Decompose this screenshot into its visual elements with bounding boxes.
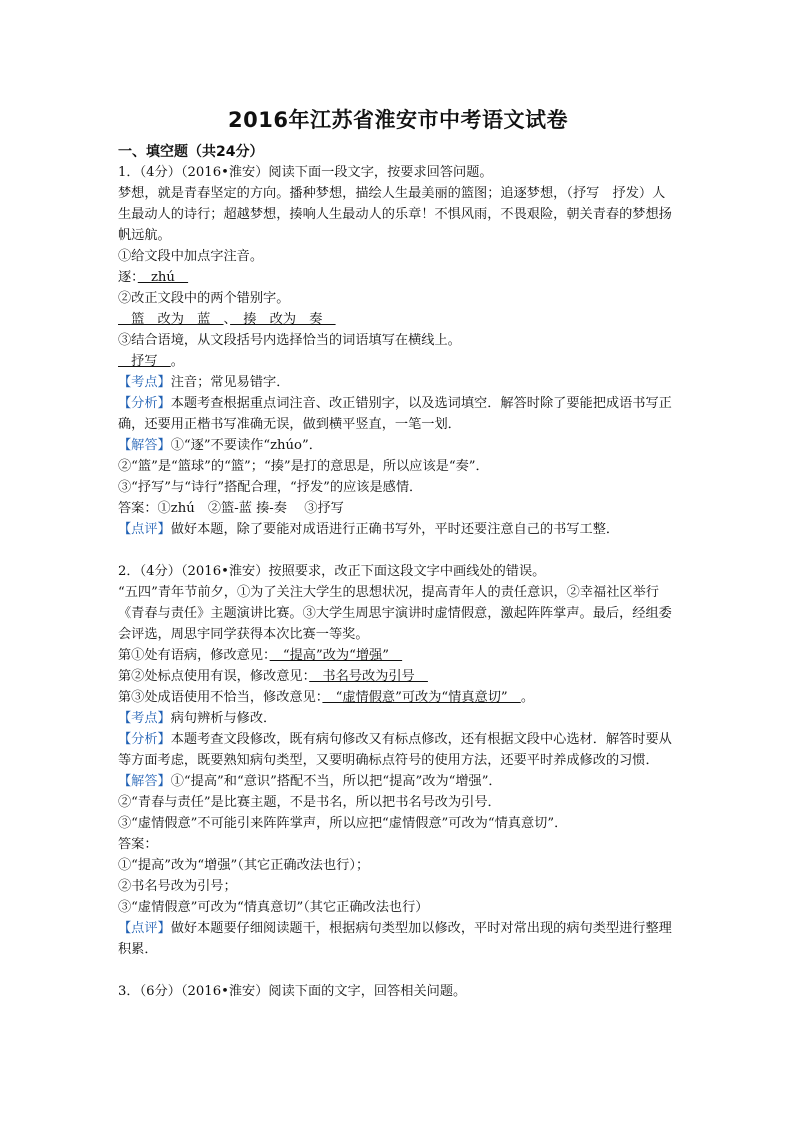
answer-suffix: 。: [520, 690, 534, 705]
answer-line: [118, 687, 678, 708]
solution-line: ③“虚情假意”不可能引来阵阵掌声，所以应把“虚情假意”可改为“情真意切”．: [118, 816, 568, 831]
answer-item: ①“提高”改为“增强”（其它正确改法也行）；: [118, 858, 370, 873]
text: 病句辨析与修改．: [170, 711, 277, 726]
label-kaodian: 【考点】: [118, 711, 171, 726]
answer-fill: 篮 改为 蓝: [118, 312, 224, 327]
question-3: [118, 981, 678, 1002]
answer-fill: “提高”改为“增强”: [269, 648, 403, 663]
solution: [118, 771, 678, 792]
answer-prefix: 第③处成语使用不恰当，修改意见：: [118, 690, 323, 705]
label-kaodian: 【考点】: [118, 375, 171, 390]
solution-line: ③“抒写”与“诗行”搭配合理，“抒发”的应该是感情．: [118, 480, 423, 495]
answer-prefix: 第①处有语病，修改意见：: [118, 648, 270, 663]
section-heading: 一、填空题（共24分）: [118, 144, 264, 160]
comment: [118, 519, 678, 540]
answer-line: [118, 309, 678, 330]
answer-line: [118, 645, 678, 666]
text: 注音；常见易错字．: [170, 375, 290, 390]
answer-prefix: 第②处标点使用有误，修改意见：: [118, 669, 310, 684]
label-dianping: 【点评】: [118, 522, 171, 537]
sub-question: ③结合语境，从文段括号内选择恰当的词语填写在横线上。: [118, 333, 461, 348]
analysis-point: [118, 372, 678, 393]
document-page: [118, 100, 678, 1002]
answer-summary: 答案：: [118, 837, 158, 852]
solution-line: ②“篮”是“篮球”的“篮”；“揍”是打的意思是，所以应该是“奏”．: [118, 459, 489, 474]
passage: “五四”青年节前夕，①为了关注大学生的思想状况，提高青年人的责任意识，②幸福社区举行《青春与责任》主题演讲比赛。③大学生周思宇演讲时虚情假意，激起阵阵掌声。最后，经组委会评选，周思宇同学获得本次比赛一等奖。: [118, 585, 672, 642]
question-head: 2．（4分）（2016•淮安）按照要求，改正下面这段文字中画线处的错误。: [118, 564, 546, 579]
solution-line: ②“青春与责任”是比赛主题，不是书名，所以把书名号改为引号．: [118, 795, 501, 810]
question-2: [118, 561, 678, 960]
sub-question: ②改正文段中的两个错别字。: [118, 291, 290, 306]
passage: 梦想，就是青春坚定的方向。播种梦想，描绘人生最美丽的篮图；追逐梦想，（抒写 抒发）人生最动人的诗行；超越梦想，揍响人生最动人的乐章！不惧风雨，不畏艰险，朝关青春的梦想扬帆远航。: [118, 186, 672, 243]
answer-line: [118, 351, 678, 372]
exam-title: 2016年江苏省淮安市中考语文试卷: [228, 108, 568, 132]
sub-question: ①给文段中加点字注音。: [118, 249, 264, 264]
text: 本题考查根据重点词注音、改正错别字，以及选词填空．解答时除了要能把成语书写正确，还要用正楷书写准确无误，做到横平竖直，一笔一划．: [118, 396, 672, 432]
label-fenxi: 【分析】: [118, 732, 171, 747]
text: ①“提高”和“意识”搭配不当，所以把“提高”改为“增强”．: [170, 774, 502, 789]
answer-fill: 书名号改为引号: [309, 669, 428, 684]
question-head: 1．（4分）（2016•淮安）阅读下面一段文字，按要求回答问题。: [118, 165, 493, 180]
analysis-point: [118, 708, 678, 729]
text: 本题考查文段修改，既有病句修改又有标点修改，还有根据文段中心选材．解答时要从等方面考虑，既要熟知病句类型，又要明确标点符号的使用方法，还要平时养成修改的习惯．: [118, 732, 672, 768]
answer-fill: “虚情假意”可改为“情真意切”: [322, 690, 521, 705]
solution: [118, 435, 678, 456]
analysis: [118, 729, 678, 771]
label-fenxi: 【分析】: [118, 396, 171, 411]
answer-item: ③“虚情假意”可改为“情真意切”（其它正确改法也行）: [118, 900, 429, 915]
answer-fill: 抒写: [118, 354, 171, 369]
answer-prefix: 逐：: [118, 270, 138, 285]
answer-fill: zhú: [137, 270, 189, 285]
analysis: [118, 393, 678, 435]
answer-separator: 、: [223, 312, 231, 327]
answer-line: [118, 267, 678, 288]
label-jieda: 【解答】: [118, 438, 171, 453]
answer-fill: 揍 改为 奏: [230, 312, 336, 327]
comment: [118, 918, 678, 960]
text: 做好本题，除了要能对成语进行正确书写外，平时还要注意自己的书写工整．: [170, 522, 620, 537]
label-dianping: 【点评】: [118, 921, 171, 936]
answer-line: [118, 666, 678, 687]
label-jieda: 【解答】: [118, 774, 171, 789]
text: ①“逐”不要读作“zhúo”．: [170, 438, 322, 453]
text: 做好本题要仔细阅读题干，根据病句类型加以修改，平时对常出现的病句类型进行整理积累．: [118, 921, 672, 957]
answer-summary: 答案：①zhú ②篮-蓝 揍-奏 ③抒写: [118, 501, 344, 516]
answer-suffix: 。: [170, 354, 184, 369]
question-head: 3．（6分）（2016•淮安）阅读下面的文字，回答相关问题。: [118, 984, 467, 999]
question-1: [118, 162, 678, 540]
answer-item: ②书名号改为引号；: [118, 879, 237, 894]
